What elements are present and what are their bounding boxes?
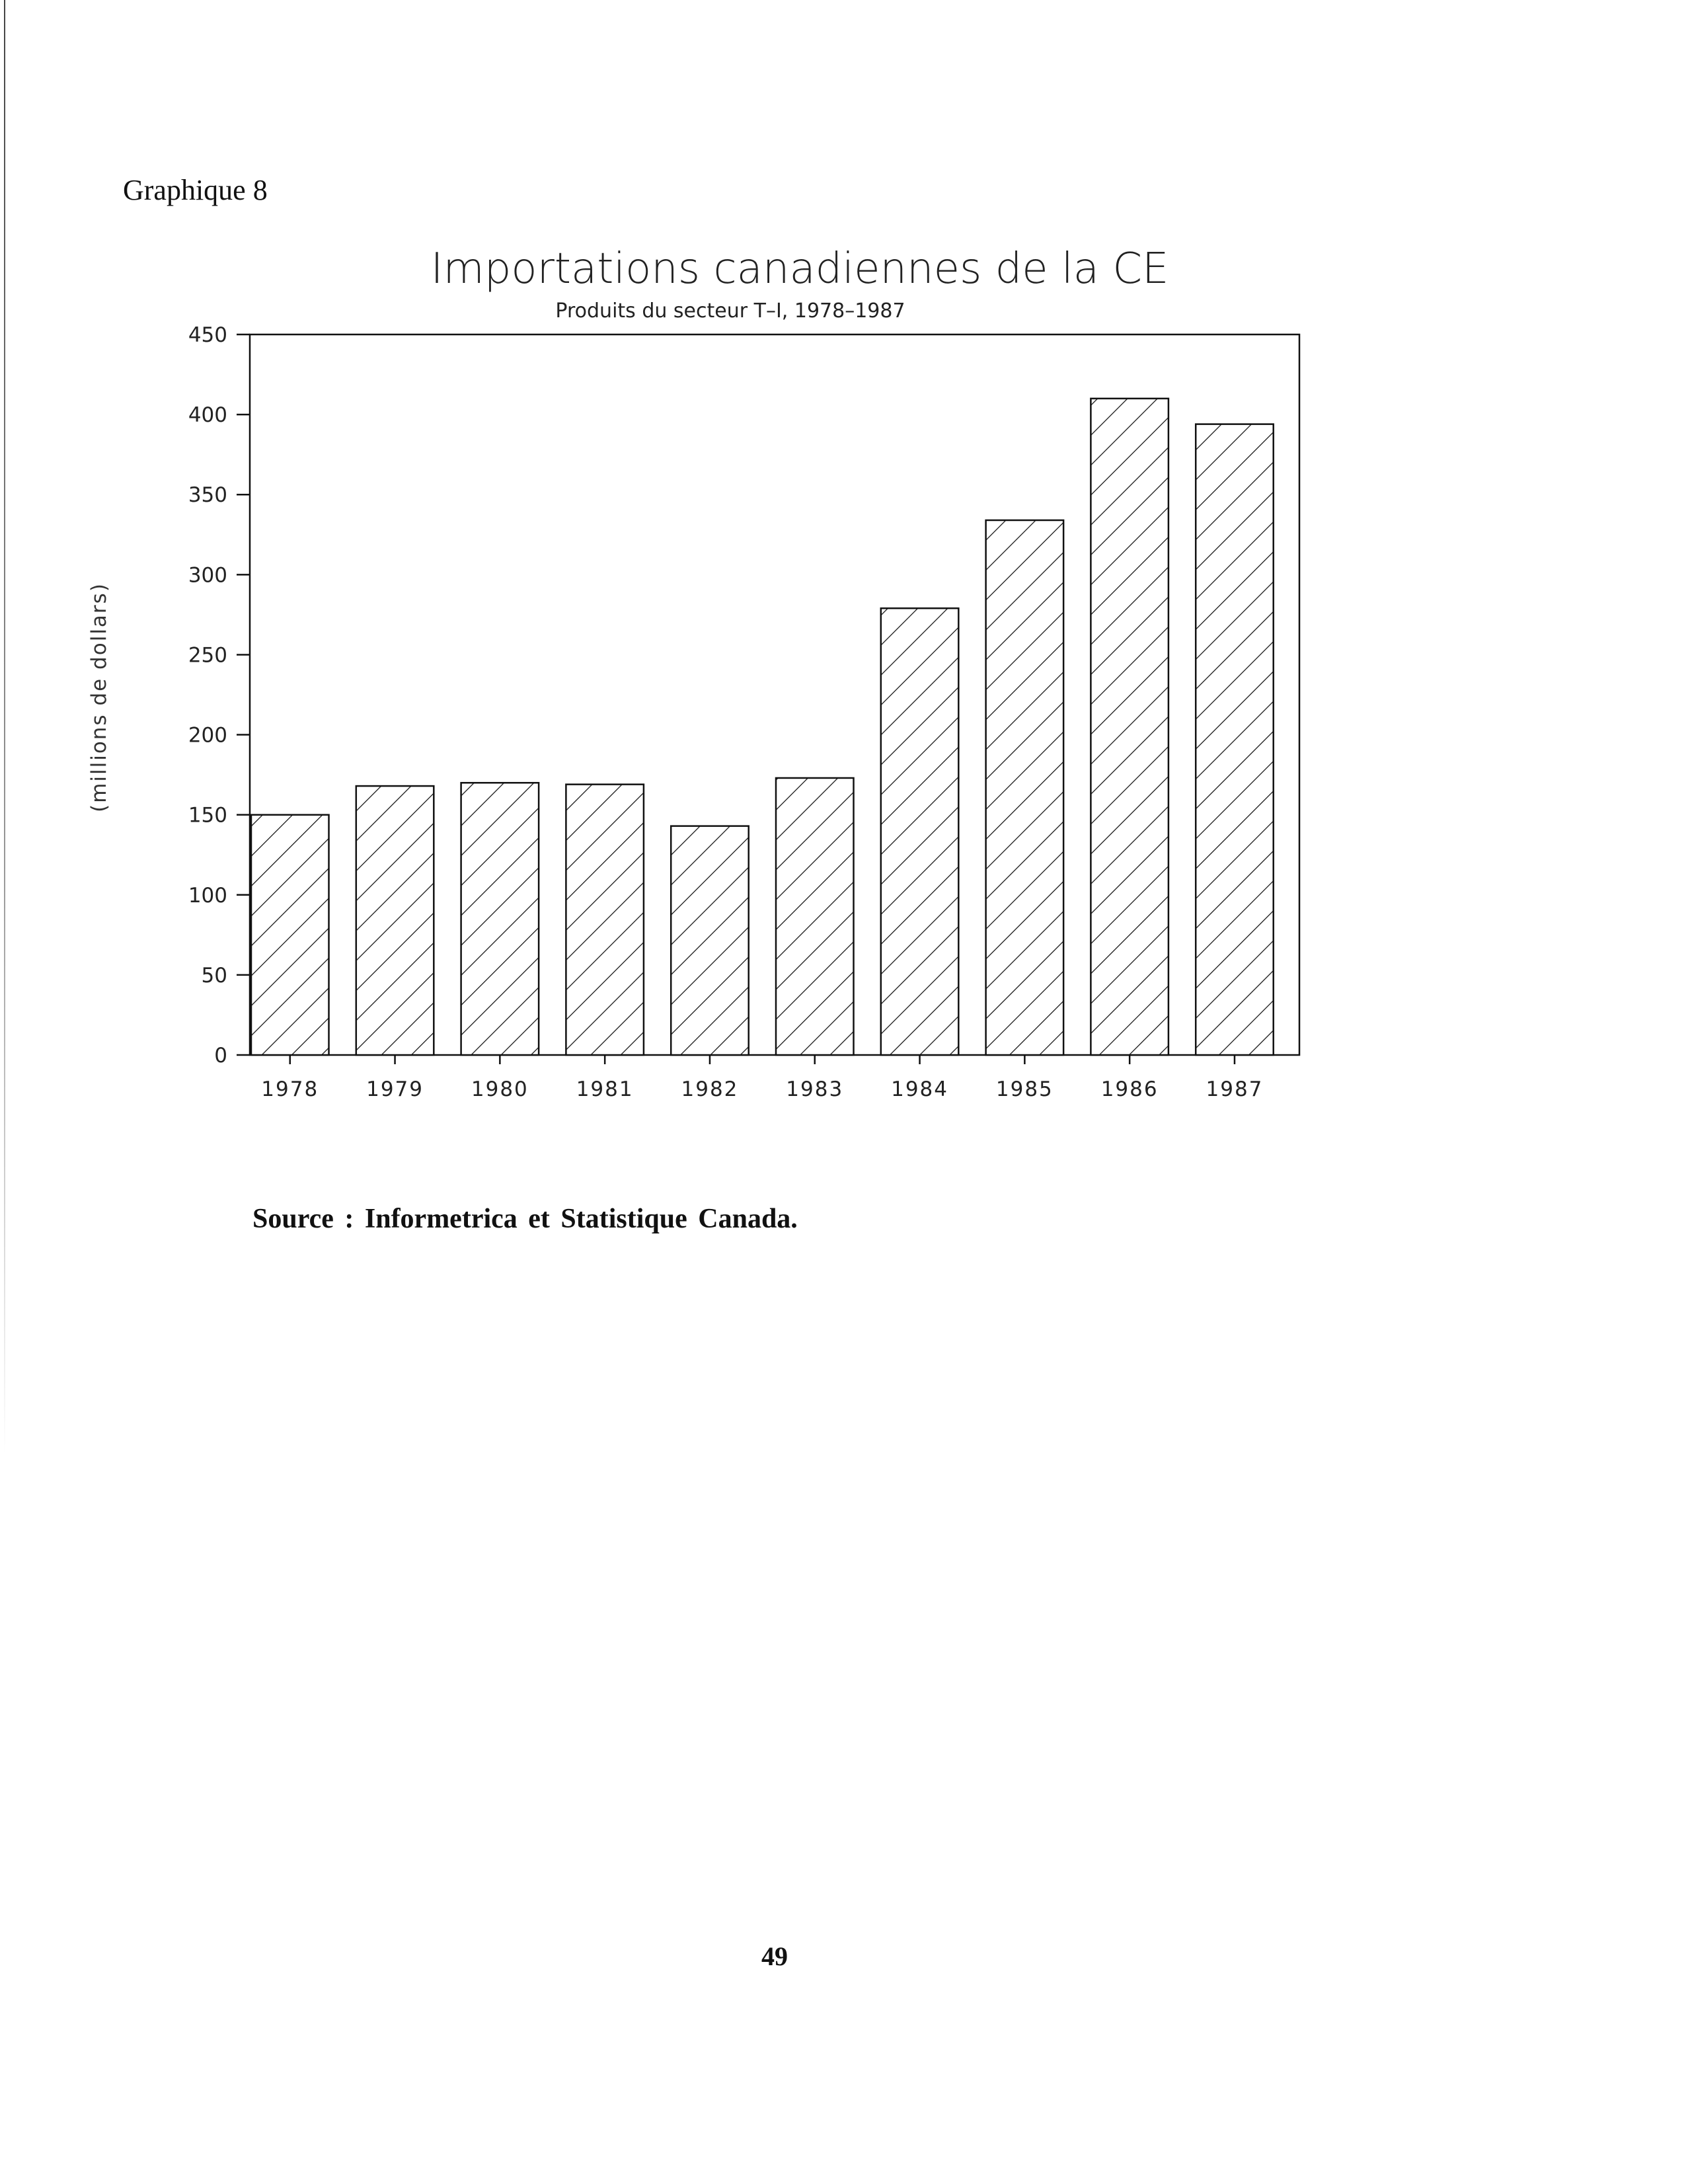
y-tick-label: 250 bbox=[188, 643, 227, 668]
y-axis-label: (millions de dollars) bbox=[87, 582, 111, 812]
bar-1981 bbox=[566, 785, 644, 1055]
x-tick-label: 1985 bbox=[995, 1077, 1054, 1101]
chart-subtitle: Produits du secteur T–I, 1978–1987 bbox=[555, 299, 905, 323]
x-tick-label: 1982 bbox=[681, 1077, 739, 1101]
y-tick-label: 200 bbox=[188, 723, 227, 748]
x-tick-label: 1983 bbox=[786, 1077, 844, 1101]
x-tick-label: 1981 bbox=[576, 1077, 634, 1101]
chart-title: Importations canadiennes de la CE bbox=[430, 245, 1169, 293]
bar-1985 bbox=[986, 520, 1064, 1055]
source-note: Source : Informetrica et Statistique Canada. bbox=[252, 1204, 798, 1234]
y-tick-label: 0 bbox=[214, 1044, 227, 1068]
bars bbox=[251, 399, 1274, 1055]
bar-1979 bbox=[356, 786, 434, 1055]
x-tick-label: 1980 bbox=[471, 1077, 529, 1101]
page-number: 49 bbox=[761, 1941, 788, 1971]
y-tick-label: 350 bbox=[188, 483, 227, 508]
y-tick-label: 150 bbox=[188, 803, 227, 828]
x-tick-label: 1987 bbox=[1206, 1077, 1264, 1101]
bar-1978 bbox=[251, 815, 329, 1055]
x-tick-label: 1984 bbox=[891, 1077, 949, 1101]
bar-1983 bbox=[776, 778, 854, 1055]
y-axis bbox=[188, 323, 250, 1068]
y-tick-label: 50 bbox=[201, 963, 227, 988]
bar-1982 bbox=[671, 826, 749, 1055]
graph-label: Graphique 8 bbox=[123, 174, 268, 206]
y-tick-label: 100 bbox=[188, 883, 227, 908]
x-tick-label: 1978 bbox=[261, 1077, 319, 1101]
bar-1980 bbox=[461, 783, 539, 1055]
x-tick-label: 1979 bbox=[366, 1077, 424, 1101]
bar-1986 bbox=[1091, 399, 1169, 1055]
y-tick-label: 450 bbox=[188, 323, 227, 347]
y-tick-label: 400 bbox=[188, 403, 227, 428]
x-tick-label: 1986 bbox=[1100, 1077, 1159, 1101]
bar-1987 bbox=[1196, 424, 1274, 1055]
y-tick-label: 300 bbox=[188, 563, 227, 588]
bar-1984 bbox=[881, 608, 959, 1055]
x-axis bbox=[261, 1055, 1263, 1101]
